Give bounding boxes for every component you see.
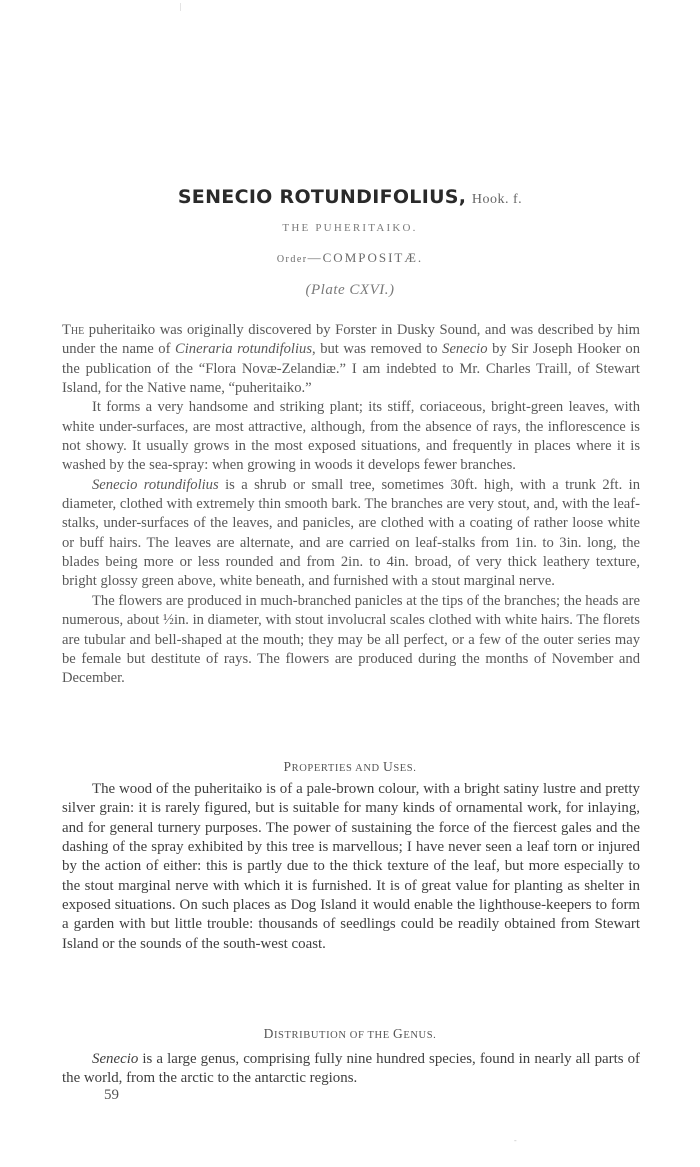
paragraph [62, 321, 640, 398]
author-abbreviation: Hook. f. [471, 192, 523, 207]
text-run: by Sir Joseph Hooker on the publication of the “Flora Novæ-Zelandiæ.” I am indebted to Mr. Charles Traill, of Stewart Island, for the Native name, “puheritaiko.” [62, 341, 640, 397]
text-run: puheritaiko was originally discovered by Forster in Dusky Sound, and was described by him under the name of [62, 322, 640, 358]
italic-text: Senecio [92, 1051, 139, 1067]
order-prefix: Order [276, 254, 308, 265]
paragraph: The wood of the puheritaiko is of a pale-brown colour, with a bright satiny lustre and pretty silver grain: it is rarely figured, but is suitable for many kinds of ornamental work, for inlaying, and for general turnery purposes. The power of sustaining the force of the fiercest gales and the dashing of the spray exhibited by this tree is marvellous; I have never seen a leaf torn or injured by the action of either: this is partly due to the thick texture of the leaf, but more especially to the stout marginal nerve with which it is furnished. It is of great value for planting as shelter in exposed situations. On such places as Dog Island it would enable the lighthouse-keepers to form a garden with but little trouble: thousands of seedlings could be readily obtained from Stewart Island or the sounds of the south-west coast. [62, 781, 640, 952]
description-section [62, 321, 640, 689]
section-heading-distribution [0, 1026, 700, 1042]
italic-text: Senecio rotundifolius [92, 476, 219, 493]
common-name: THE PUHERITAIKO. [282, 222, 418, 234]
paragraph [62, 476, 640, 592]
heading-text: SES. [393, 763, 417, 774]
order-line [0, 250, 700, 266]
text-run: is a large genus, comprising fully nine hundred species, found in nearly all parts of the world, from the arctic to the antarctic regions. [62, 1051, 640, 1087]
text-run: is a shrub or small tree, sometimes 30ft. high, with a trunk 2ft. in diameter, clothed with extremely thin smooth bark. The branches are very stout, and, with the leaf-stalks, under-surfaces of the leaves, and panicles, are clothed with a coating of rather loose white or buff hairs. The leaves are alternate, and are carried on leaf-stalks from 1in. to 3in. long, the blades being more or less rounded and from 2in. to 4in. broad, of very thick leathery texture, bright glossy green above, white beneath, and furnished with a stout marginal nerve. [62, 476, 640, 590]
properties-section [62, 780, 640, 954]
scan-mark: - [514, 1136, 517, 1145]
text-run: , but was removed to [312, 341, 443, 358]
scientific-name: SENECIO ROTUNDIFOLIUS, [177, 186, 467, 208]
section-heading-properties [0, 759, 700, 775]
paragraph [62, 1050, 640, 1089]
heading-initial: G [392, 1026, 404, 1041]
italic-text: Cineraria rotundifolius [175, 341, 313, 358]
scan-mark: | [180, 2, 182, 11]
page-number: 59 [104, 1087, 119, 1103]
distribution-section [62, 1050, 640, 1089]
heading-initial: P [283, 759, 292, 774]
page-title [0, 184, 700, 209]
heading-initial: U [382, 759, 394, 774]
first-word: The [62, 322, 85, 338]
heading-text: ROPERTIES AND [291, 763, 383, 774]
italic-text: Senecio [442, 341, 488, 358]
order-name: COMPOSITÆ. [322, 250, 424, 265]
heading-initial: D [263, 1026, 274, 1041]
paragraph: It forms a very handsome and striking plant; its stiff, coriaceous, bright-green leaves, with white under-surfaces, are most attractive, although, from the absence of rays, the inflorescence is not showy. It usually grows in the most exposed situations, and frequently in places where it is washed by the sea-spray: when growing in woods it develops fewer branches. [62, 399, 640, 474]
paragraph: The flowers are produced in much-branched panicles at the tips of the branches; the heads are numerous, about ½in. in diameter, with stout involucral scales clothed with white hairs. The florets are tubular and bell-shaped at the mouth; they may be all perfect, or a few of the outer series may be female but destitute of rays. The flowers are produced during the months of November and December. [62, 592, 640, 687]
order-dash: — [307, 250, 323, 265]
heading-text: ENUS. [403, 1030, 437, 1041]
heading-text: ISTRIBUTION OF THE [273, 1030, 393, 1041]
plate-reference: (Plate CXVI.) [305, 282, 395, 298]
